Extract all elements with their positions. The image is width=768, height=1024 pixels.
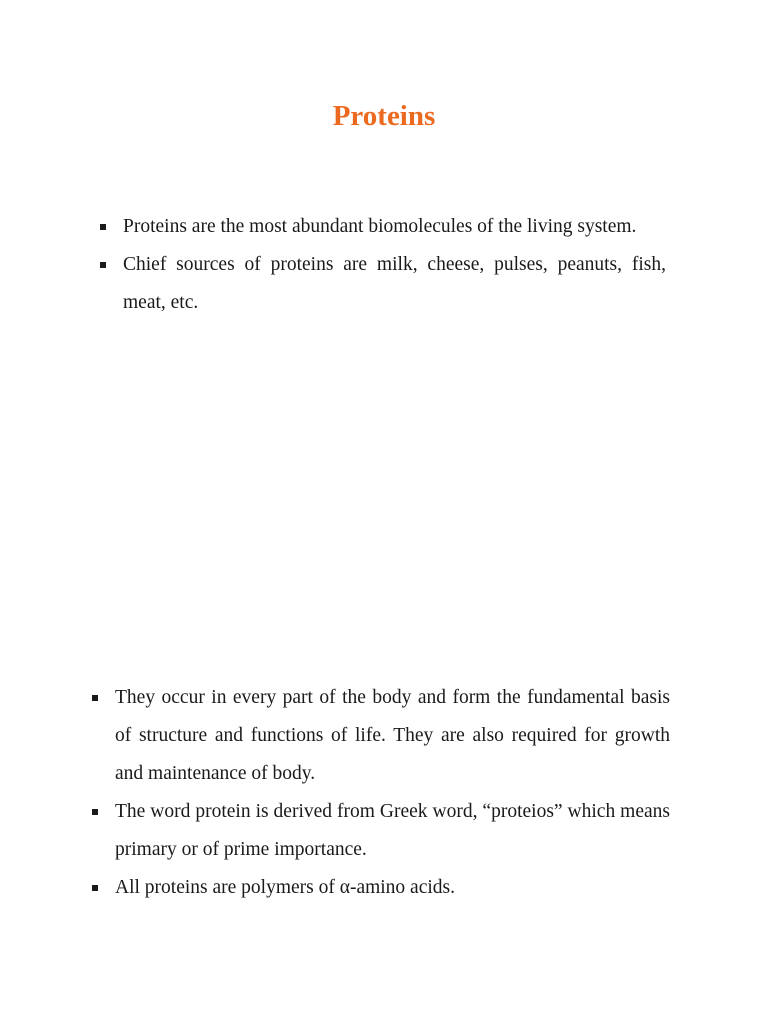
list-item xyxy=(98,208,666,246)
page-title: Proteins xyxy=(332,100,436,132)
square-bullet-icon xyxy=(100,262,106,268)
square-bullet-icon xyxy=(92,809,98,815)
square-bullet-icon xyxy=(100,224,106,230)
square-bullet-icon xyxy=(92,885,98,891)
intro-bullet-list xyxy=(98,208,666,322)
list-item-text: All proteins are polymers of α-amino acids. xyxy=(115,877,456,898)
list-item xyxy=(90,793,670,869)
list-item-text: The word protein is derived from Greek word, “proteios” which means primary or of prime importance. xyxy=(115,801,670,860)
list-item xyxy=(90,869,670,907)
list-item-text: They occur in every part of the body and form the fundamental basis of structure and functions of life. They are also required for growth and maintenance of body. xyxy=(115,687,670,784)
detail-bullet-list xyxy=(90,679,670,907)
list-item xyxy=(90,679,670,793)
square-bullet-icon xyxy=(92,695,98,701)
list-item-text: Chief sources of proteins are milk, cheese, pulses, peanuts, fish, meat, etc. xyxy=(123,254,666,313)
list-item-text: Proteins are the most abundant biomolecules of the living system. xyxy=(123,216,637,237)
list-item xyxy=(98,246,666,322)
